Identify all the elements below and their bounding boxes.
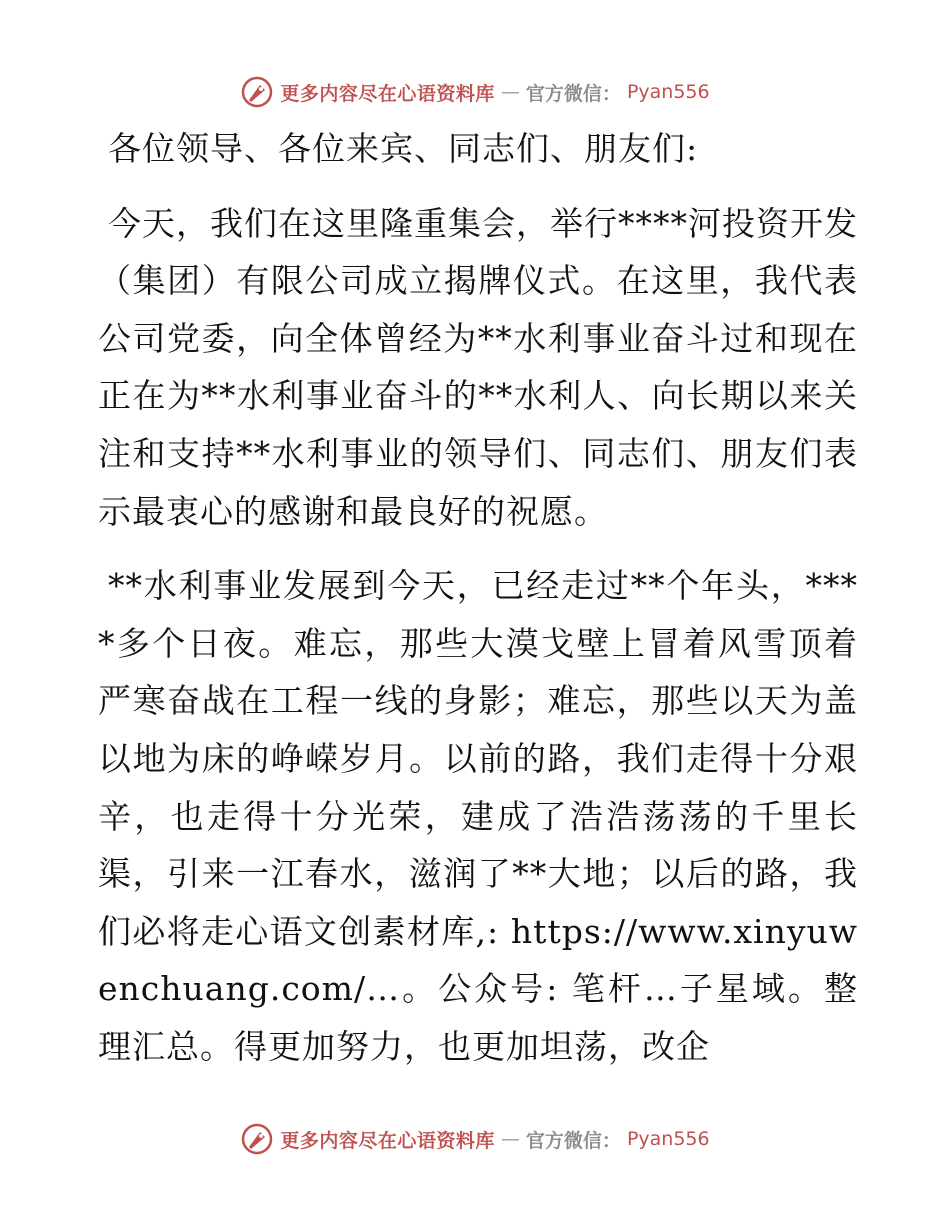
paragraph-2: **水利事业发展到今天，已经走过**个年头，****多个日夜。难忘，那些大漠戈壁上冒着风雪顶着严寒奋战在工程一线的身影；难忘，那些以天为盖以地为床的峥嵘岁月。以前的路，我们走得十分艰辛，也走得十分光荣，建成了浩浩荡荡的千里长渠，引来一江春水，滋润了**大地；以后的路，我们必将走心语文创素材库,: https://www.xinyuwenchuang.com/…。公众号: 笔杆…子星域。整理汇总。得更加努力，也更加坦荡，改企 — [98, 566, 858, 1066]
salutation: 各位领导、各位来宾、同志们、朋友们: — [108, 129, 699, 168]
footer-banner-wechat-id: Pyan556 — [626, 1128, 710, 1150]
pen-nib-logo-icon — [240, 75, 274, 109]
pen-nib-logo-icon — [240, 1122, 274, 1156]
header-banner-wechat-id: Pyan556 — [626, 81, 710, 103]
header-banner — [0, 72, 950, 112]
document-body — [98, 120, 858, 1076]
footer-banner-label: 官方微信： — [525, 1129, 621, 1152]
footer-banner-text: 更多内容尽在心语资料库 — [280, 1129, 495, 1152]
footer-banner — [0, 1119, 950, 1159]
footer-banner-separator: — — [500, 1128, 520, 1150]
paragraph-1: 今天，我们在这里隆重集会，举行****河投资开发（集团）有限公司成立揭牌仪式。在这里，我代表公司党委，向全体曾经为**水利事业奋斗过和现在正在为**水利事业奋斗的**水利人、向长期以来关注和支持**水利事业的领导们、同志们、朋友们表示最衷心的感谢和最良好的祝愿。 — [98, 203, 858, 531]
header-banner-separator: — — [500, 81, 520, 103]
header-banner-text: 更多内容尽在心语资料库 — [280, 82, 495, 105]
header-banner-label: 官方微信： — [525, 82, 621, 105]
